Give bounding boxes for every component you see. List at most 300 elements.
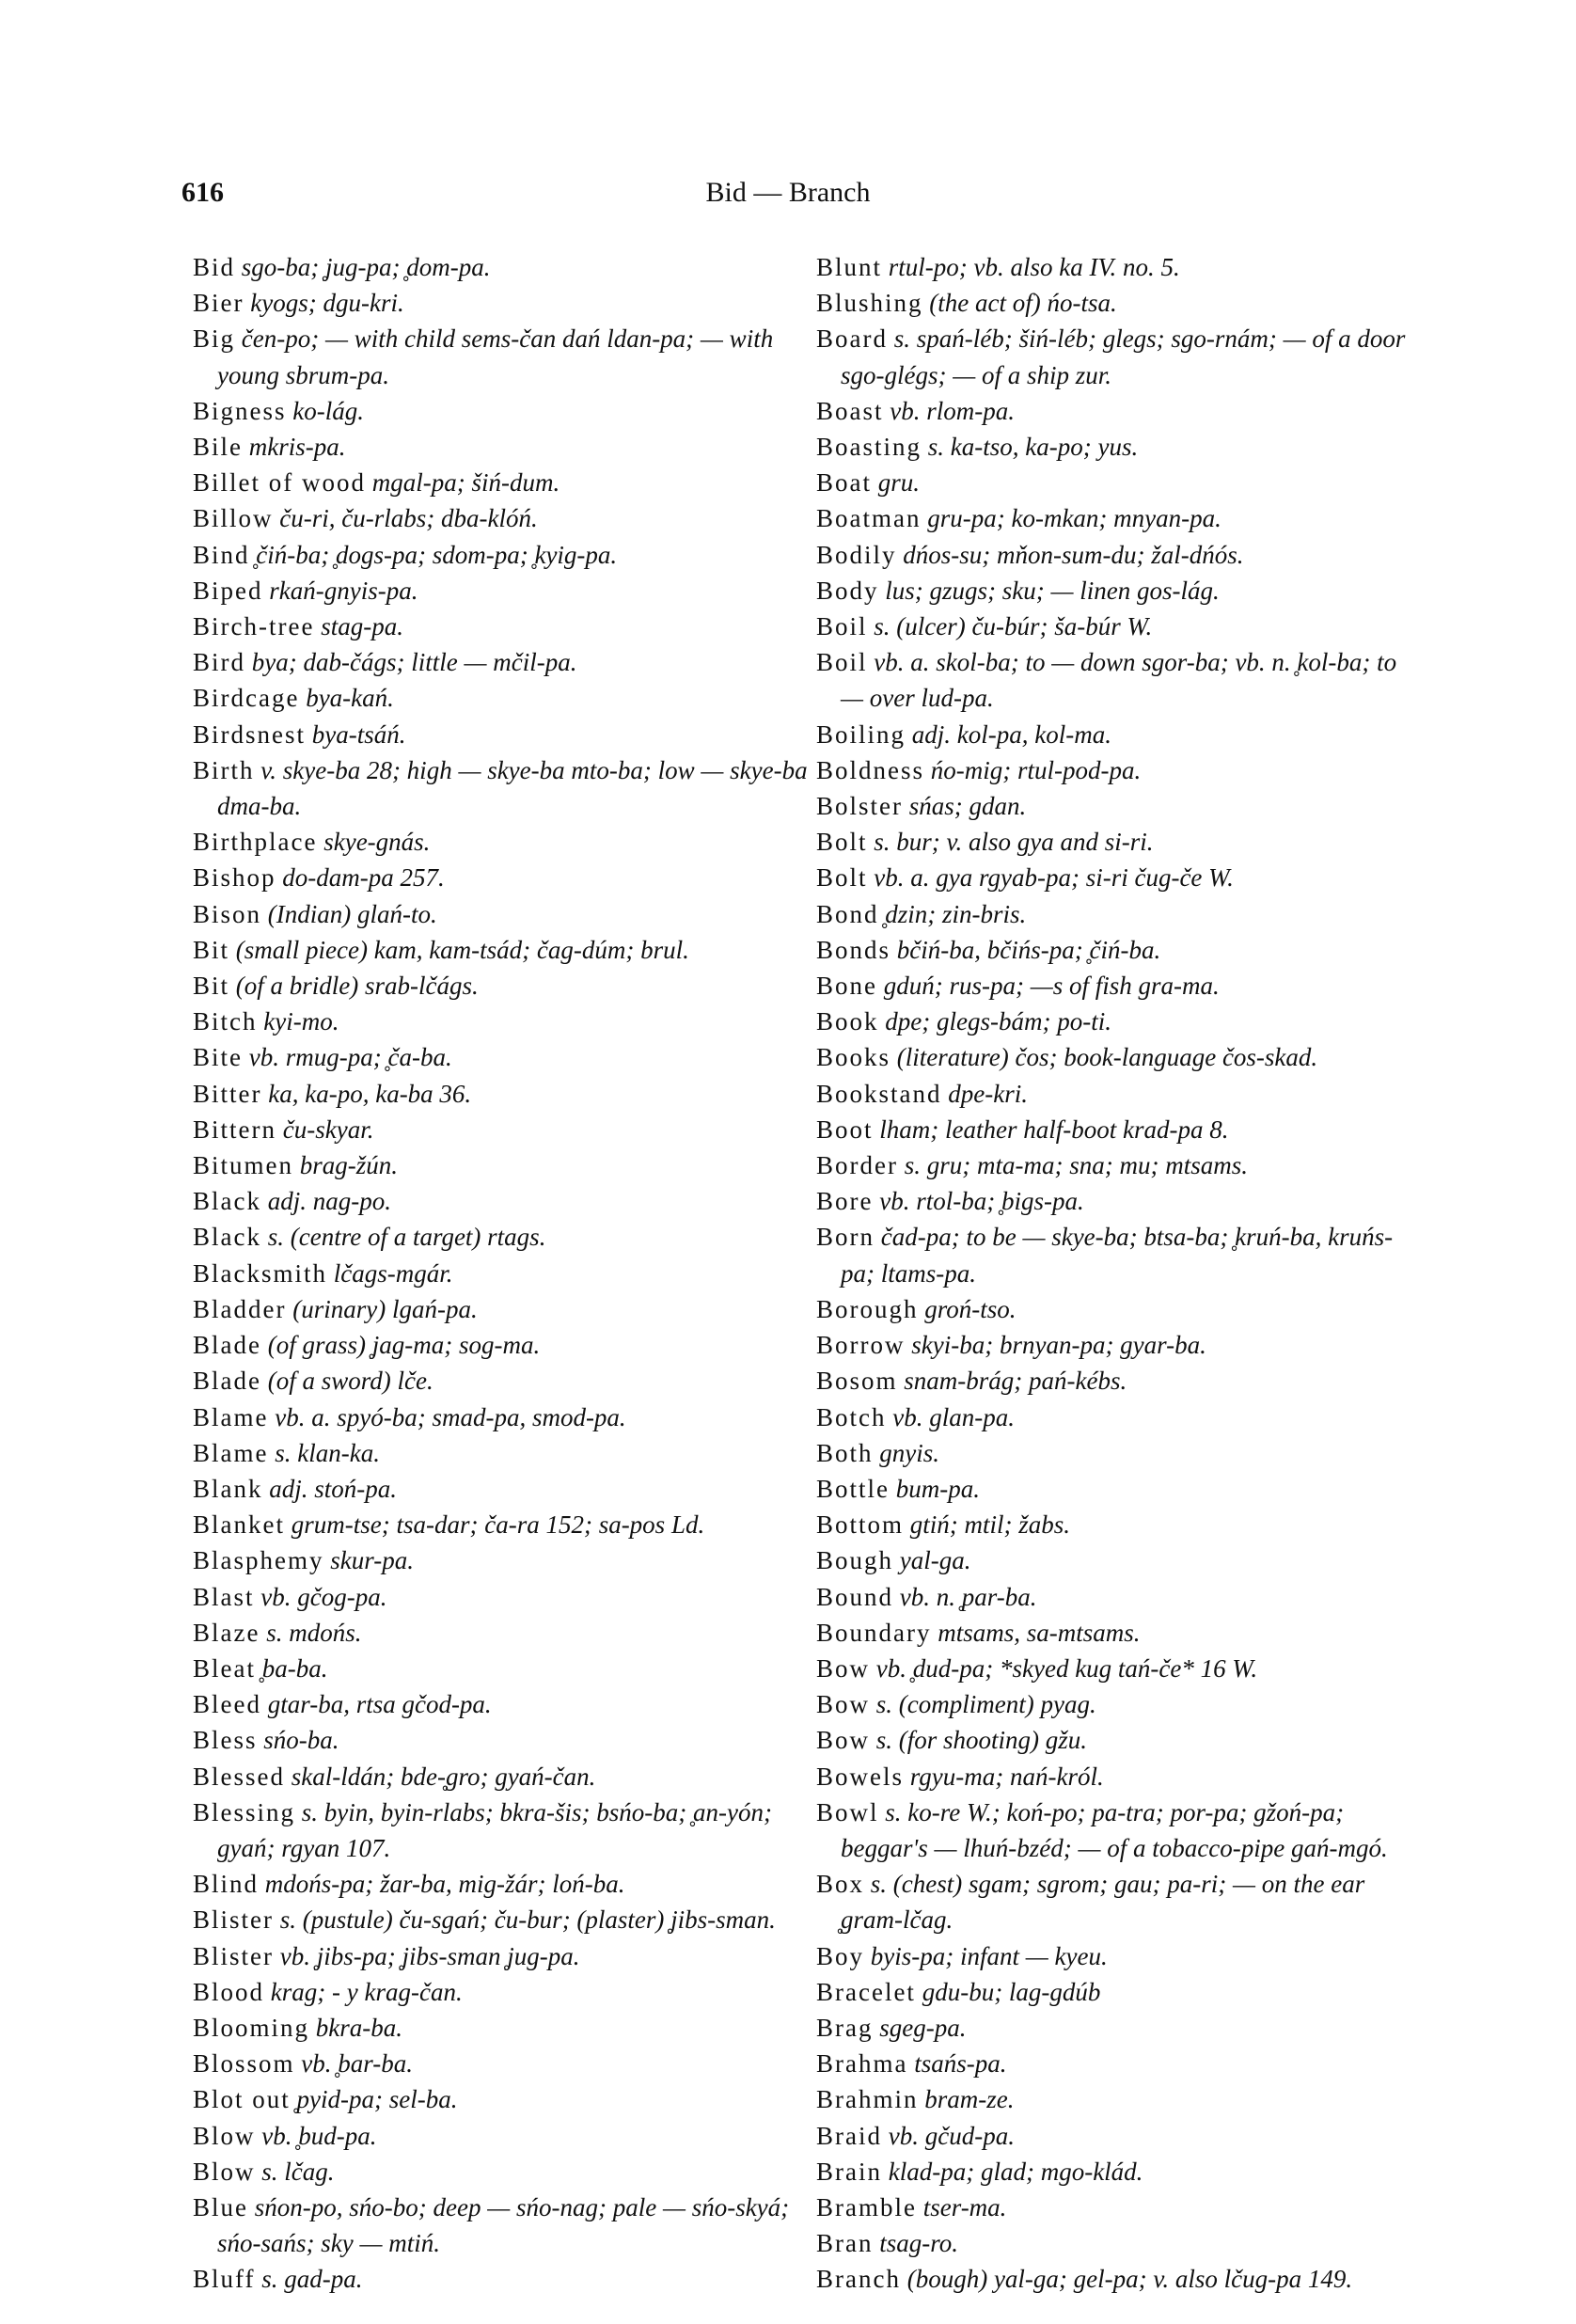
dictionary-entry — [816, 788, 1418, 824]
entry-headword: Blaze — [193, 1618, 260, 1647]
entry-text: (urinary) lgań-pa. — [292, 1294, 478, 1323]
entry-headword: Bonds — [816, 935, 891, 964]
entry-text: vb. glan-pa. — [892, 1402, 1015, 1431]
entry-headword: Black — [193, 1223, 261, 1252]
entry-text: sńas; gdan. — [908, 792, 1027, 821]
entry-headword: Bound — [816, 1582, 894, 1611]
entry-headword: Borough — [816, 1294, 919, 1323]
entry-text: vb. a. spyó-ba; smad-pa, smod-pa. — [275, 1402, 626, 1431]
entry-headword: Bladder — [193, 1294, 287, 1323]
dictionary-entry — [816, 1291, 1418, 1327]
entry-headword: Bowl — [816, 1797, 879, 1826]
entry-headword: Blade — [193, 1331, 261, 1360]
dictionary-entry — [816, 1579, 1418, 1615]
entry-text: (bough) yal-ga; gel-pa; v. also lčug-pa 149. — [906, 2265, 1353, 2294]
entry-headword: Borrow — [816, 1331, 906, 1360]
entry-headword: Blister — [193, 1941, 274, 1970]
entry-text: vb. ̥bar-ba. — [301, 2049, 413, 2079]
page-header — [0, 177, 1576, 214]
dictionary-entry — [816, 465, 1418, 500]
dictionary-entry — [193, 1759, 813, 1794]
dictionary-entry — [193, 1507, 813, 1542]
entry-text: sńo-ba. — [263, 1726, 339, 1755]
entry-headword: Boundary — [816, 1618, 932, 1647]
entry-headword: Bramble — [816, 2192, 917, 2221]
entry-text: gduń; rus-pa; —s of fish gra-ma. — [883, 972, 1220, 1001]
entry-headword: Bran — [816, 2229, 874, 2258]
dictionary-entry — [193, 2046, 813, 2081]
entry-headword: Blanket — [193, 1510, 285, 1540]
dictionary-entry — [816, 1507, 1418, 1542]
entry-headword: Blacksmith — [193, 1258, 327, 1288]
entry-text: stag-pa. — [321, 612, 403, 641]
entry-text: gdu-bu; lag-gdúb — [922, 1977, 1101, 2006]
dictionary-entry — [193, 573, 813, 609]
entry-headword: Bitumen — [193, 1151, 293, 1180]
entry-headword: Birdsnest — [193, 719, 307, 749]
entry-text: byis-pa; infant — kyeu. — [870, 1941, 1108, 1970]
dictionary-entry — [816, 429, 1418, 465]
entry-text: vb. gčud-pa. — [888, 2121, 1015, 2150]
entry-headword: Boiling — [816, 719, 906, 749]
dictionary-entry — [193, 2010, 813, 2046]
dictionary-entry — [816, 500, 1418, 536]
entry-text: (small piece) kam, kam-tsád; čag-dúm; brul. — [235, 935, 689, 964]
entry-text: s. klan-ka. — [275, 1438, 380, 1467]
entry-text: s. ko-re W.; koń-po; pa-tra; por-pa; gžoń-pa; beggar's — lhuń-bzéd; — of a tobacco-pipe gań-mgó. — [841, 1797, 1388, 1862]
entry-headword: Bookstand — [816, 1079, 942, 1108]
dictionary-entry — [193, 1794, 813, 1866]
entry-text: gnyis. — [879, 1438, 940, 1467]
entry-text: skal-ldán; bde-̥gro; gyań-čan. — [291, 1762, 596, 1791]
entry-text: (of a sword) lče. — [267, 1367, 433, 1396]
entry-headword: Boot — [816, 1115, 874, 1144]
entry-text: sgo-ba; ̥jug-pa; ̥dom-pa. — [241, 253, 491, 281]
entry-text: klad-pa; glad; mgo-klád. — [888, 2157, 1143, 2186]
dictionary-entry — [193, 609, 813, 644]
entry-text: s. gru; mta-ma; sna; mu; mtsams. — [904, 1151, 1248, 1180]
entry-headword: Bodily — [816, 540, 897, 569]
entry-text: sńon-po, sńo-bo; deep — sńo-nag; pale — sńo-skyá; sńo-sańs; sky — mtiń. — [217, 2192, 790, 2258]
entry-text: (literature) čos; book-language čos-skad. — [896, 1043, 1318, 1072]
dictionary-entry — [816, 752, 1418, 788]
entry-text: vb. rlom-pa. — [890, 396, 1015, 425]
entry-headword: Brahma — [816, 2049, 908, 2079]
entry-headword: Black — [193, 1187, 261, 1216]
entry-text: vb. ̥dud-pa; *skyed kug tań-če* 16 W. — [875, 1653, 1258, 1683]
dictionary-entry — [193, 1435, 813, 1471]
entry-text: s. mdońs. — [266, 1618, 362, 1647]
dictionary-entry — [193, 2081, 813, 2117]
dictionary-entry — [816, 824, 1418, 860]
entry-text: sgeg-pa. — [879, 2013, 967, 2042]
entry-headword: Big — [193, 324, 236, 354]
entry-text: grum-tse; tsa-dar; ča-ra 152; sa-pos Ld. — [291, 1510, 705, 1540]
dictionary-entry — [816, 968, 1418, 1004]
entry-headword: Birdcage — [193, 684, 300, 713]
entry-headword: Blame — [193, 1402, 269, 1431]
entry-text: s. (ulcer) ču-búr; ša-búr W. — [874, 612, 1153, 641]
entry-headword: Bird — [193, 648, 246, 677]
entry-headword: Blood — [193, 1977, 265, 2006]
dictionary-entry — [816, 932, 1418, 968]
entry-text: snam-brág; pań-kébs. — [904, 1367, 1127, 1396]
entry-text: dpe-kri. — [948, 1079, 1028, 1108]
dictionary-entry — [816, 1219, 1418, 1290]
entry-text: s. bur; v. also gya and si-ri. — [874, 828, 1154, 857]
dictionary-entry — [816, 1147, 1418, 1183]
dictionary-entry — [193, 1363, 813, 1399]
dictionary-entry — [193, 1722, 813, 1758]
dictionary-entry — [816, 1112, 1418, 1147]
dictionary-entry — [193, 932, 813, 968]
entry-text: gru-pa; ko-mkan; mnyan-pa. — [927, 504, 1221, 533]
entry-text: gtar-ba, rtsa gčod-pa. — [267, 1690, 492, 1719]
dictionary-entry — [193, 1004, 813, 1039]
dictionary-entry — [816, 2046, 1418, 2081]
entry-headword: Board — [816, 324, 888, 354]
entry-headword: Botch — [816, 1402, 887, 1431]
entry-text: s. (centre of a target) rtags. — [267, 1223, 546, 1252]
dictionary-entry — [816, 2261, 1418, 2297]
entry-text: ̥čiń-ba; ̥dogs-pa; sdom-pa; ̥kyig-pa. — [256, 540, 618, 569]
dictionary-entry — [816, 1866, 1418, 1937]
entry-text: bkra-ba. — [315, 2013, 402, 2042]
dictionary-entry — [816, 1004, 1418, 1039]
dictionary-entry — [193, 1256, 813, 1291]
entry-text: s. (compliment) pyag. — [875, 1690, 1096, 1719]
entry-text: adj. nag-po. — [267, 1187, 391, 1216]
dictionary-entry — [816, 644, 1418, 716]
entry-text: s. (for shooting) gžu. — [875, 1726, 1088, 1755]
dictionary-entry — [193, 1291, 813, 1327]
entry-text: s. byin, byin-rlabs; bkra-šis; bsńo-ba; ̥an-yón; gyań; rgyan 107. — [217, 1797, 772, 1862]
entry-text: mdońs-pa; žar-ba, mig-žár; loń-ba. — [264, 1870, 625, 1899]
entry-headword: Bottle — [816, 1474, 890, 1503]
entry-text: bčiń-ba, bčińs-pa; ̥čiń-ba. — [896, 935, 1161, 964]
entry-text: tsańs-pa. — [914, 2049, 1007, 2079]
dictionary-entry — [193, 1183, 813, 1219]
entry-headword: Bluff — [193, 2265, 256, 2294]
entry-headword: Blade — [193, 1367, 261, 1396]
entry-text: adj. kol-pa, kol-ma. — [911, 719, 1111, 749]
entry-headword: Boasting — [816, 433, 922, 462]
entry-text: bya; dab-čágs; little — mčil-pa. — [251, 648, 577, 677]
entry-text: vb. rtol-ba; ̥bigs-pa. — [879, 1187, 1084, 1216]
dictionary-entry — [193, 249, 813, 285]
dictionary-entry — [193, 1327, 813, 1363]
dictionary-entry — [193, 717, 813, 752]
entry-headword: Bow — [816, 1653, 871, 1683]
entry-headword: Biped — [193, 576, 263, 605]
dictionary-entry — [816, 1542, 1418, 1578]
dictionary-entry — [816, 1471, 1418, 1507]
entry-text: s. gad-pa. — [261, 2265, 363, 2294]
dictionary-entry — [193, 2261, 813, 2297]
dictionary-entry — [816, 249, 1418, 285]
entry-text: ̥pyid-pa; sel-ba. — [296, 2085, 458, 2114]
entry-text: s. (pustule) ču-sgań; ču-bur; (plaster) ̥jibs-sman. — [279, 1905, 776, 1935]
dictionary-entry — [816, 1435, 1418, 1471]
entry-text: bya-kań. — [306, 684, 394, 713]
dictionary-entry — [193, 1471, 813, 1507]
entry-text: krag; - y krag-čan. — [270, 1977, 463, 2006]
entry-headword: Bond — [816, 899, 879, 928]
entry-text: vb. a. gya rgyab-pa; si-ri čug-če W. — [874, 863, 1234, 893]
dictionary-entry — [816, 1363, 1418, 1399]
dictionary-entry — [193, 1399, 813, 1435]
entry-headword: Birth — [193, 755, 255, 784]
entry-text: skye-gnás. — [323, 828, 431, 857]
dictionary-entry — [193, 1902, 813, 1937]
dictionary-entry — [193, 2154, 813, 2190]
entry-headword: Bigness — [193, 396, 287, 425]
entry-text: rgyu-ma; nań-król. — [909, 1762, 1104, 1791]
dictionary-entry — [816, 1974, 1418, 2010]
entry-text: vb. gčog-pa. — [260, 1582, 387, 1611]
entry-text: ču-skyar. — [282, 1115, 374, 1144]
dictionary-entry — [816, 1794, 1418, 1866]
entry-text: lčags-mgár. — [333, 1258, 453, 1288]
entry-text: mkris-pa. — [248, 433, 346, 462]
dictionary-entry — [816, 1076, 1418, 1112]
dictionary-entry — [193, 2190, 813, 2261]
entry-headword: Boldness — [816, 755, 925, 784]
entry-headword: Border — [816, 1151, 898, 1180]
entry-headword: Bolster — [816, 792, 903, 821]
dictionary-entry — [816, 2118, 1418, 2154]
entry-headword: Blunt — [816, 253, 883, 281]
dictionary-entry — [816, 2010, 1418, 2046]
entry-headword: Book — [816, 1007, 879, 1036]
entry-text: vb. rmug-pa; ̥ča-ba. — [248, 1043, 452, 1072]
entry-headword: Blossom — [193, 2049, 295, 2079]
entry-headword: Bind — [193, 540, 250, 569]
entry-headword: Brag — [816, 2013, 874, 2042]
dictionary-entry — [193, 1615, 813, 1651]
dictionary-entry — [193, 1938, 813, 1974]
entry-headword: Blank — [193, 1474, 263, 1503]
entry-headword: Bit — [193, 935, 230, 964]
entry-headword: Braid — [816, 2121, 882, 2150]
entry-headword: Bittern — [193, 1115, 276, 1144]
entry-headword: Bolt — [816, 863, 868, 893]
dictionary-entry — [193, 1112, 813, 1147]
entry-text: brag-žún. — [299, 1151, 399, 1180]
entry-text: ̥ba-ba. — [261, 1653, 328, 1683]
entry-text: groń-tso. — [924, 1294, 1017, 1323]
entry-text: ču-ri, ču-rlabs; dba-klóń. — [279, 504, 538, 533]
entry-text: s. spań-léb; šiń-léb; glegs; sgo-rnám; — of a door sgo-glégs; — of a ship zur. — [841, 324, 1406, 389]
entry-headword: Bleed — [193, 1690, 261, 1719]
entry-headword: Both — [816, 1438, 874, 1467]
entry-text: tsag-ro. — [879, 2229, 958, 2258]
entry-headword: Bough — [816, 1546, 894, 1575]
dictionary-entry — [816, 2081, 1418, 2117]
dictionary-entry — [193, 896, 813, 932]
dictionary-entry — [816, 1183, 1418, 1219]
entry-text: ̥dzin; zin-bris. — [885, 899, 1027, 928]
entry-headword: Boy — [816, 1941, 865, 1970]
running-head: Bid — Branch — [705, 177, 871, 208]
entry-headword: Brain — [816, 2157, 882, 2186]
dictionary-entry — [816, 717, 1418, 752]
entry-headword: Blame — [193, 1438, 269, 1467]
entry-text: mtsams, sa-mtsams. — [938, 1618, 1141, 1647]
dictionary-entry — [193, 1651, 813, 1686]
entry-headword: Bitch — [193, 1007, 258, 1036]
dictionary-entry — [193, 824, 813, 860]
entry-headword: Bless — [193, 1726, 258, 1755]
entry-headword: Birch-tree — [193, 612, 315, 641]
entry-headword: Bleat — [193, 1653, 256, 1683]
dictionary-entry — [816, 1938, 1418, 1974]
entry-text: (Indian) glań-to. — [267, 899, 437, 928]
dictionary-entry — [816, 2190, 1418, 2225]
dictionary-entry — [193, 537, 813, 573]
dictionary-entry — [816, 1722, 1418, 1758]
entry-text: s. ka-tso, ka-po; yus. — [927, 433, 1139, 462]
dictionary-entry — [193, 1219, 813, 1255]
entry-headword: Bile — [193, 433, 243, 462]
entry-headword: Bid — [193, 253, 236, 281]
entry-headword: Blessed — [193, 1762, 285, 1791]
entry-headword: Bottom — [816, 1510, 905, 1540]
entry-text: bram-ze. — [924, 2085, 1015, 2114]
entry-text: s. (chest) sgam; sgrom; gau; pa-ri; — on the ear ̥gram-lčag. — [841, 1870, 1365, 1935]
entry-text: bum-pa. — [895, 1474, 980, 1503]
entry-headword: Bowels — [816, 1762, 904, 1791]
entry-headword: Bison — [193, 899, 262, 928]
entry-text: do-dam-pa 257. — [282, 863, 445, 893]
dictionary-entry — [193, 285, 813, 321]
dictionary-entry — [816, 537, 1418, 573]
entry-headword: Boil — [816, 612, 868, 641]
dictionary-entry — [193, 1866, 813, 1902]
entry-headword: Box — [816, 1870, 865, 1899]
dictionary-entry — [193, 968, 813, 1004]
dictionary-entry — [816, 2154, 1418, 2190]
entry-text: vb. ̥bud-pa. — [261, 2121, 377, 2150]
entry-headword: Blasphemy — [193, 1546, 324, 1575]
dictionary-entry — [816, 896, 1418, 932]
entry-text: s. lčag. — [261, 2157, 335, 2186]
dictionary-entry — [816, 393, 1418, 429]
dictionary-entry — [193, 500, 813, 536]
entry-text: kyogs; dgu-kri. — [250, 289, 404, 318]
entry-headword: Bosom — [816, 1367, 898, 1396]
entry-headword: Boatman — [816, 504, 922, 533]
dictionary-entry — [816, 1686, 1418, 1722]
entry-headword: Boat — [816, 468, 872, 498]
dictionary-entry — [193, 465, 813, 500]
entry-headword: Branch — [816, 2265, 901, 2294]
entry-text: tser-ma. — [922, 2192, 1007, 2221]
left-column — [193, 249, 813, 2298]
dictionary-entry — [193, 1076, 813, 1112]
dictionary-entry — [816, 1651, 1418, 1686]
dictionary-entry — [193, 680, 813, 716]
entry-headword: Blooming — [193, 2013, 310, 2042]
entry-headword: Blow — [193, 2157, 256, 2186]
entry-headword: Bolt — [816, 828, 868, 857]
entry-headword: Blushing — [816, 289, 923, 318]
entry-headword: Bier — [193, 289, 244, 318]
dictionary-entry — [193, 2118, 813, 2154]
dictionary-entry — [193, 429, 813, 465]
dictionary-entry — [816, 860, 1418, 895]
entry-headword: Blind — [193, 1870, 260, 1899]
dictionary-entry — [816, 1615, 1418, 1651]
entry-headword: Bow — [816, 1726, 871, 1755]
entry-text: yal-ga. — [899, 1546, 971, 1575]
entry-text: lham; leather half-boot krad-pa 8. — [879, 1115, 1229, 1144]
entry-text: adj. stoń-pa. — [269, 1474, 398, 1503]
entry-text: rtul-po; vb. also ka IV. no. 5. — [888, 253, 1180, 281]
dictionary-entry — [816, 321, 1418, 392]
entry-text: rkań-gnyis-pa. — [269, 576, 418, 605]
entry-text: v. skye-ba 28; high — skye-ba mto-ba; low — skye-ba dma-ba. — [217, 755, 808, 821]
entry-text: lus; gzugs; sku; — linen gos-lág. — [885, 576, 1220, 605]
dictionary-entry — [816, 1759, 1418, 1794]
entry-text: (the act of) ńo-tsa. — [929, 289, 1117, 318]
entry-headword: Billow — [193, 504, 274, 533]
dictionary-entry — [193, 860, 813, 895]
entry-headword: Bishop — [193, 863, 276, 893]
entry-headword: Boil — [816, 648, 868, 677]
dictionary-entry — [193, 644, 813, 680]
entry-text: ńo-mig; rtul-pod-pa. — [930, 755, 1142, 784]
dictionary-entry — [193, 1542, 813, 1578]
entry-text: ko-lág. — [292, 396, 364, 425]
entry-text: vb. a. skol-ba; to — down sgor-ba; vb. n. ̥kol-ba; to — over lud-pa. — [841, 648, 1397, 713]
dictionary-entry — [816, 1399, 1418, 1435]
entry-text: dńos-su; mňon-sum-du; žal-dńós. — [903, 540, 1244, 569]
dictionary-entry — [816, 2225, 1418, 2261]
dictionary-entry — [816, 1327, 1418, 1363]
entry-headword: Books — [816, 1043, 891, 1072]
entry-text: mgal-pa; šiń-dum. — [371, 468, 560, 498]
entry-text: bya-tsáń. — [311, 719, 406, 749]
entry-text: (of a bridle) srab-lčágs. — [235, 972, 479, 1001]
entry-text: dpe; glegs-bám; po-ti. — [885, 1007, 1111, 1036]
dictionary-entry — [816, 609, 1418, 644]
entry-headword: Bore — [816, 1187, 874, 1216]
dictionary-entry — [193, 1686, 813, 1722]
entry-headword: Born — [816, 1223, 875, 1252]
entry-headword: Blister — [193, 1905, 274, 1935]
entry-headword: Bit — [193, 972, 230, 1001]
entry-headword: Blow — [193, 2121, 256, 2150]
dictionary-entry — [816, 573, 1418, 609]
entry-text: ka, ka-po, ka-ba 36. — [268, 1079, 472, 1108]
entry-headword: Blast — [193, 1582, 255, 1611]
entry-headword: Bitter — [193, 1079, 262, 1108]
entry-headword: Blessing — [193, 1797, 296, 1826]
right-column — [816, 249, 1418, 2298]
entry-headword: Bow — [816, 1690, 871, 1719]
entry-text: skur-pa. — [330, 1546, 414, 1575]
entry-text: vb. n. ̥par-ba. — [899, 1582, 1037, 1611]
entry-headword: Bite — [193, 1043, 243, 1072]
dictionary-entry — [193, 1039, 813, 1075]
entry-text: vb. ̥jibs-pa; ̥jibs-sman ̥jug-pa. — [279, 1941, 580, 1970]
entry-headword: Boast — [816, 396, 884, 425]
dictionary-entry — [193, 1579, 813, 1615]
entry-headword: Body — [816, 576, 879, 605]
entry-headword: Billet of wood — [193, 468, 366, 498]
entry-headword: Blot out — [193, 2085, 291, 2114]
